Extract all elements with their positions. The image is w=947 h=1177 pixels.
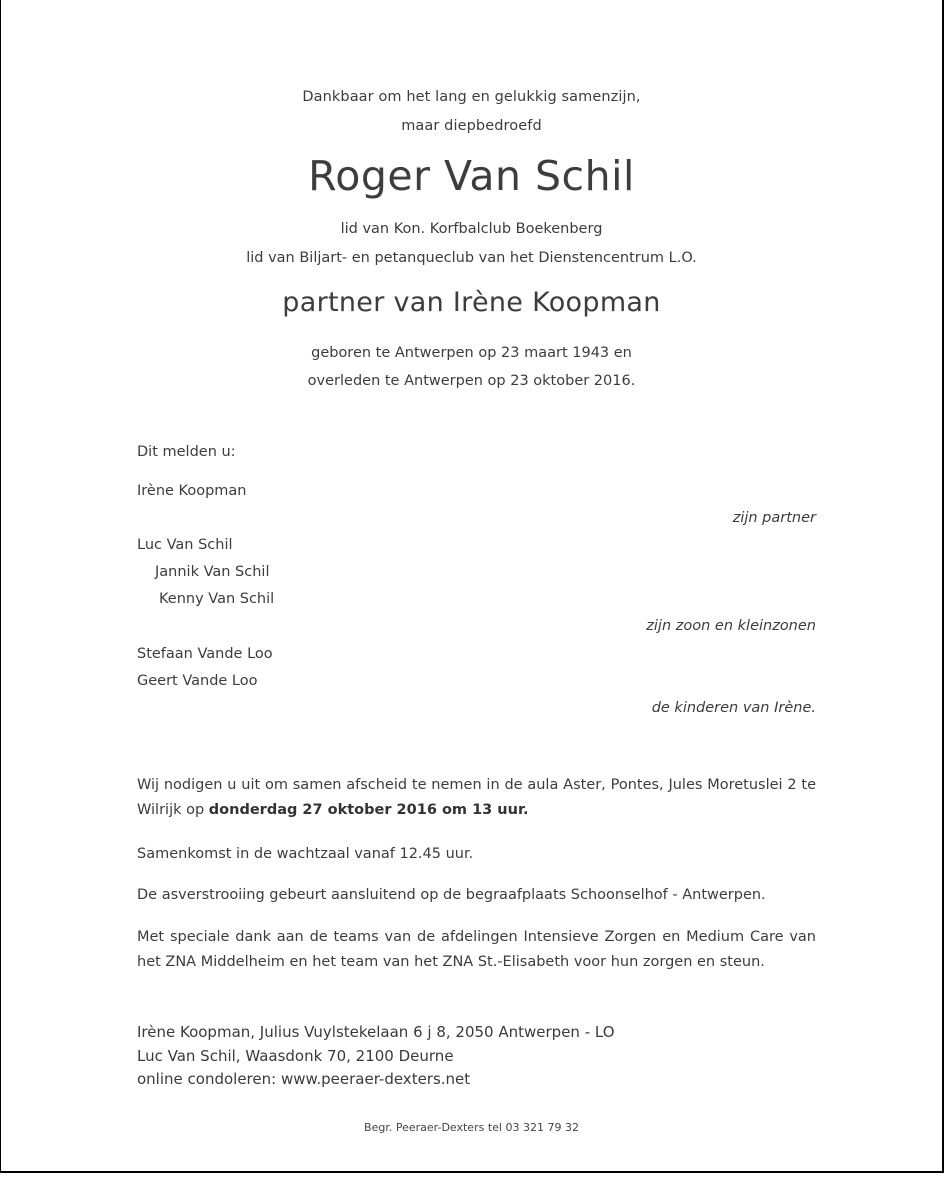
family-name: Luc Van Schil	[137, 537, 233, 553]
intro-line-1: Dankbaar om het lang en gelukkig samenzijn,	[302, 89, 641, 105]
thanks-paragraph: Met speciale dank aan de teams van de afdelingen Intensieve Zorgen en Medium Care van het ZNA Middelheim en het team van het ZNA St.-Elisabeth voor hun zorgen en steun.	[137, 929, 816, 970]
ceremony-paragraph	[137, 773, 816, 823]
ceremony-datetime: donderdag 27 oktober 2016 om 13 uur.	[208, 802, 529, 818]
scattering-text: De asverstrooiing gebeurt aansluitend op de begraafplaats Schoonselhof - Antwerpen.	[137, 887, 766, 903]
membership-1: lid van Kon. Korfbalclub Boekenberg	[340, 221, 603, 237]
family-relation: de kinderen van Irène.	[651, 700, 816, 716]
partner-line: partner van Irène Koopman	[282, 287, 661, 318]
address-line: Irène Koopman, Julius Vuylstekelaan 6 j 8, 2050 Antwerpen - LO	[137, 1023, 615, 1041]
funeral-home-footer: Begr. Peeraer-Dexters tel 03 321 79 32	[364, 1121, 579, 1134]
deceased-name: Roger Van Schil	[308, 152, 635, 200]
membership-2: lid van Biljart- en petanqueclub van het Dienstencentrum L.O.	[246, 250, 697, 266]
gathering-text: Samenkomst in de wachtzaal vanaf 12.45 uur.	[137, 846, 474, 862]
intro-line-2: maar diepbedroefd	[401, 118, 542, 134]
family-name: Irène Koopman	[137, 483, 247, 499]
family-name: Stefaan Vande Loo	[137, 646, 273, 662]
birth-line: geboren te Antwerpen op 23 maart 1943 en	[311, 345, 632, 361]
death-line: overleden te Antwerpen op 23 oktober 2016.	[307, 373, 636, 389]
address-line: Luc Van Schil, Waasdonk 70, 2100 Deurne	[137, 1046, 454, 1065]
announcement-heading: Dit melden u:	[137, 444, 236, 460]
family-relation: zijn zoon en kleinzonen	[646, 618, 816, 634]
family-name: Kenny Van Schil	[159, 591, 275, 607]
addresses	[137, 1021, 816, 1092]
family-relation: zijn partner	[732, 510, 816, 526]
family-name: Geert Vande Loo	[137, 673, 258, 689]
family-name: Jannik Van Schil	[155, 564, 270, 580]
ceremony-text: Wij nodigen u uit om samen afscheid te nemen in de aula Aster, Pontes, Jules Moretuslei 2 te Wilrijk op	[137, 777, 816, 818]
online-condolence-line[interactable]: online condoleren: www.peeraer-dexters.net	[137, 1070, 471, 1088]
